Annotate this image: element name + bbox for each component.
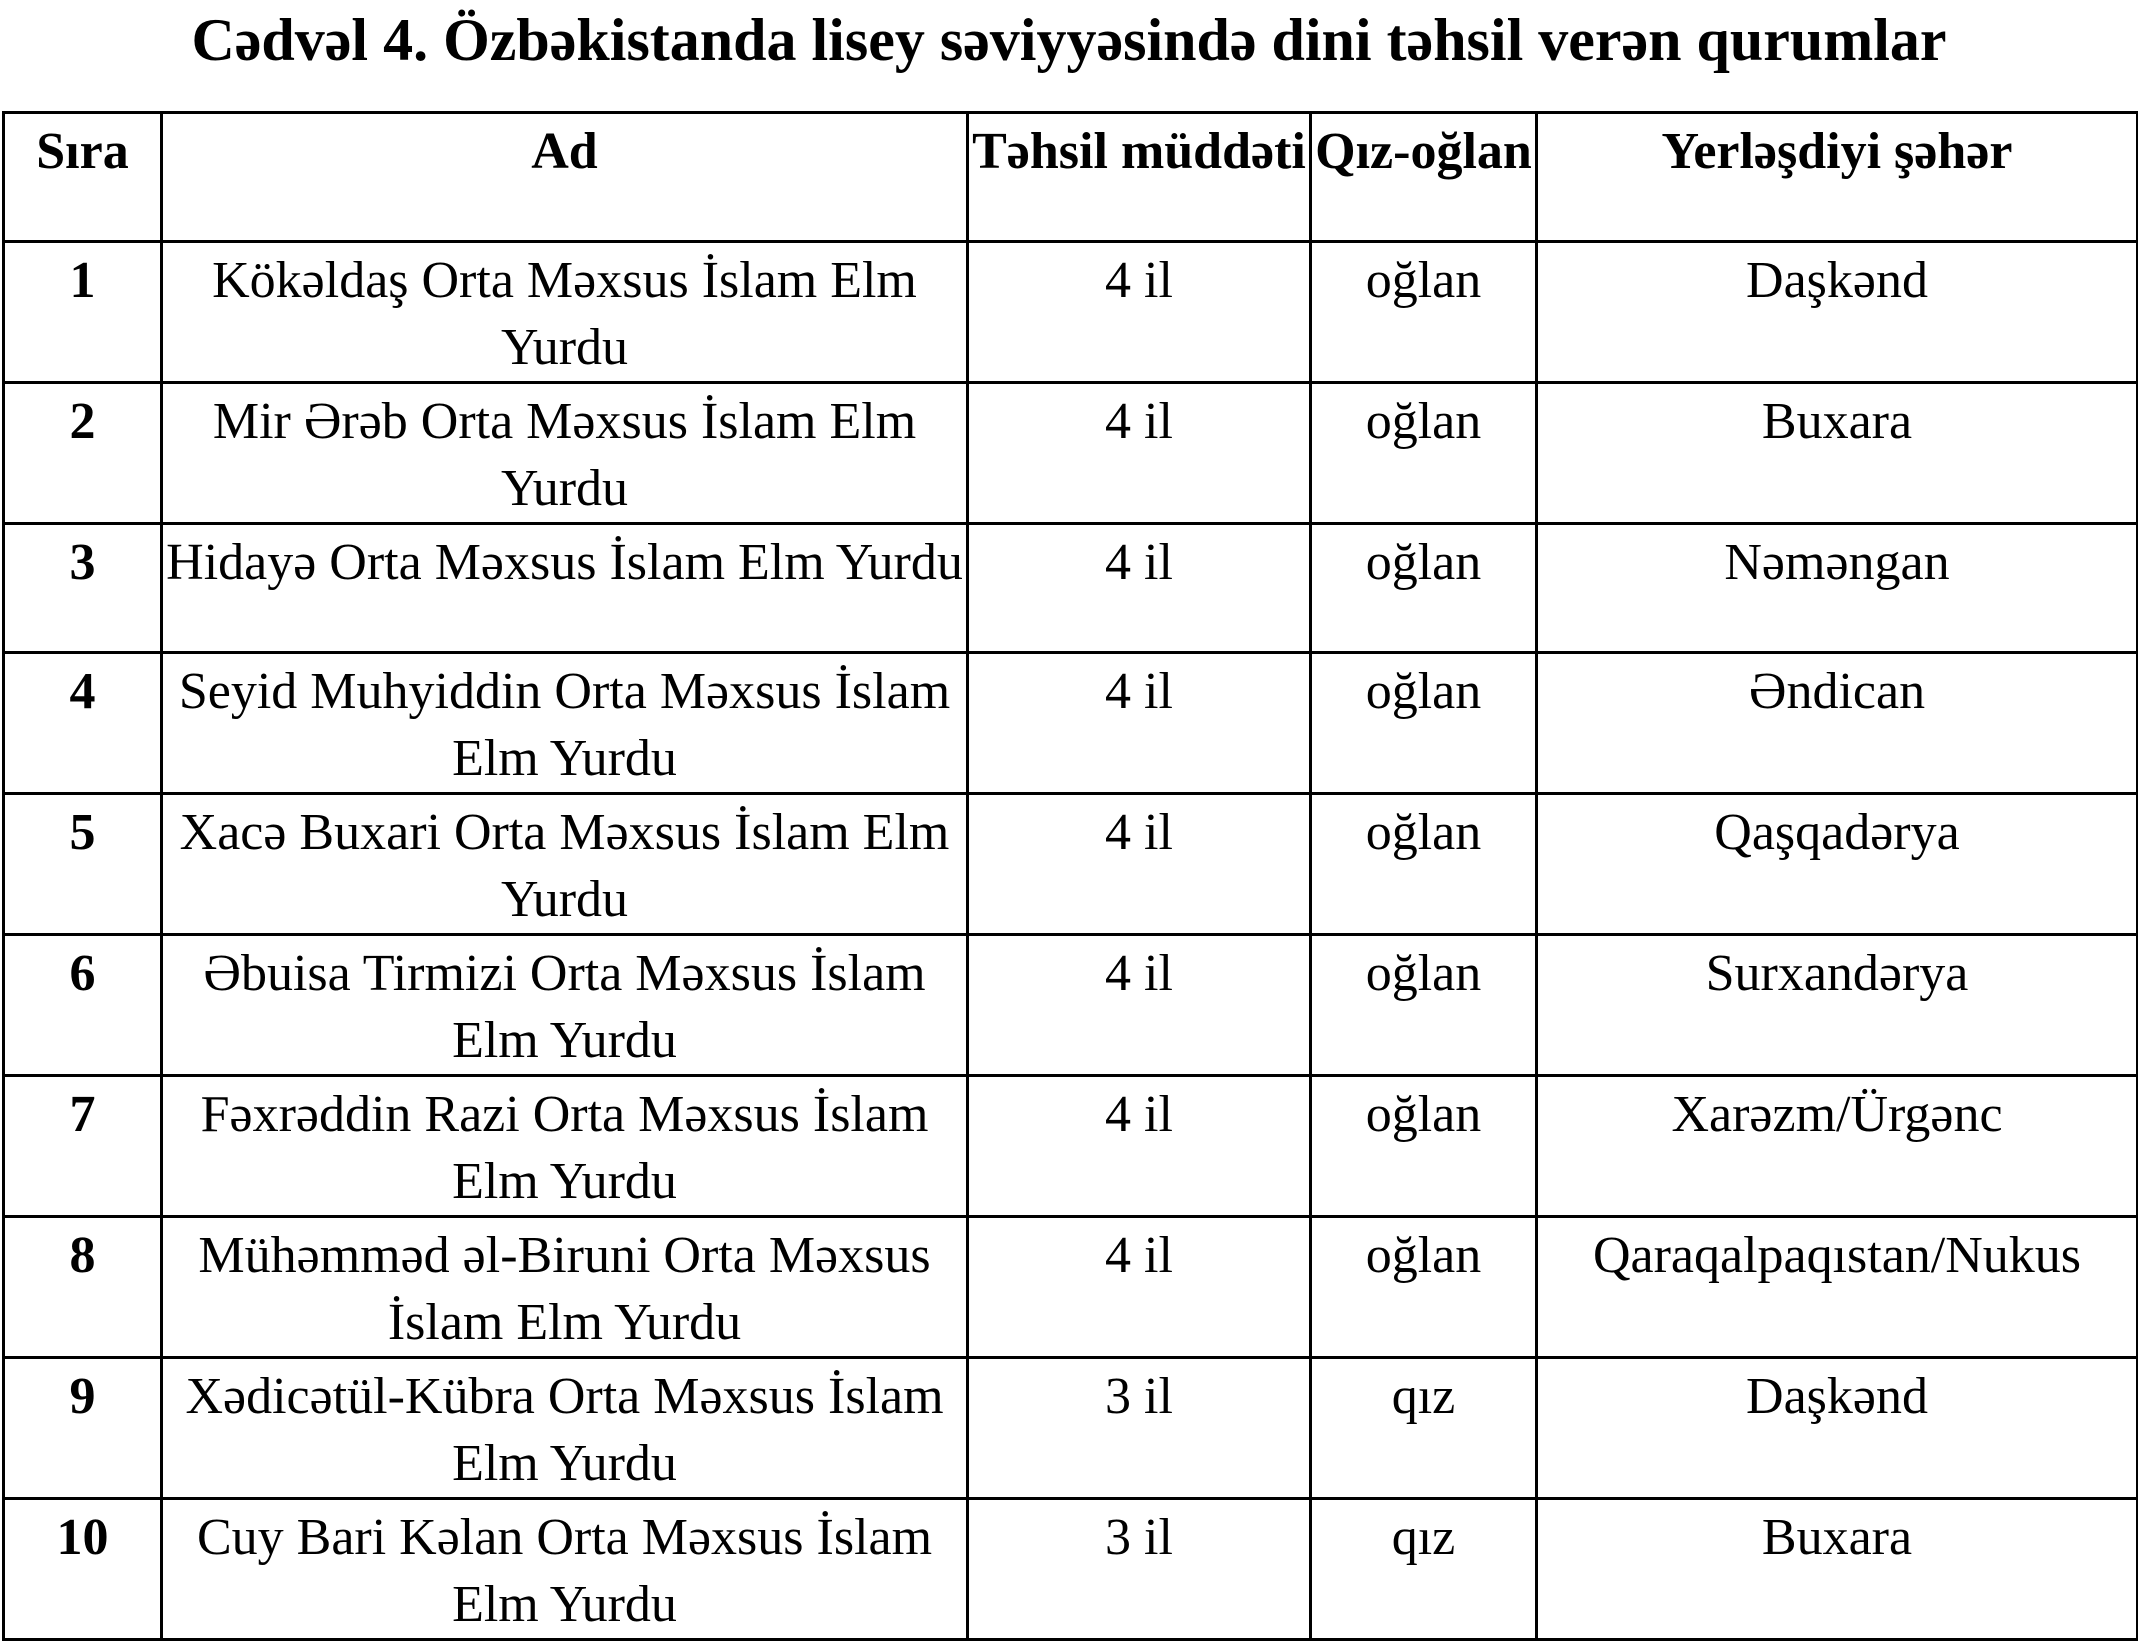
table-row: [4, 242, 2138, 383]
header-duration: Təhsil müddəti: [968, 113, 1311, 242]
table-row: [4, 524, 2138, 653]
cell-gender: oğlan: [1311, 935, 1537, 1076]
cell-name: Hidayə Orta Məxsus İslam Elm Yurdu: [162, 524, 968, 653]
cell-gender: qız: [1311, 1358, 1537, 1499]
cell-gender: oğlan: [1311, 242, 1537, 383]
cell-duration: 4 il: [968, 653, 1311, 794]
cell-duration: 4 il: [968, 242, 1311, 383]
cell-duration: 3 il: [968, 1358, 1311, 1499]
header-order: Sıra: [4, 113, 162, 242]
cell-duration: 4 il: [968, 935, 1311, 1076]
cell-name: Mühəmməd əl-Biruni Orta Məxsus İslam Elm Yurdu: [162, 1217, 968, 1358]
header-city: Yerləşdiyi şəhər: [1537, 113, 2138, 242]
table-row: [4, 935, 2138, 1076]
cell-city: Nəməngan: [1537, 524, 2138, 653]
table-row: [4, 1499, 2138, 1640]
institutions-table: [2, 111, 2138, 1641]
cell-gender: qız: [1311, 1499, 1537, 1640]
cell-order: 4: [4, 653, 162, 794]
cell-name: Seyid Muhyiddin Orta Məxsus İslam Elm Yurdu: [162, 653, 968, 794]
table-row: [4, 1217, 2138, 1358]
cell-name: Mir Ərəb Orta Məxsus İslam Elm Yurdu: [162, 383, 968, 524]
cell-name: Cuy Bari Kəlan Orta Məxsus İslam Elm Yurdu: [162, 1499, 968, 1640]
table-title: Cədvəl 4. Özbəkistanda lisey səviyyəsində dini təhsil verən qurumlar: [191, 7, 1947, 73]
cell-duration: 4 il: [968, 1217, 1311, 1358]
cell-city: Buxara: [1537, 383, 2138, 524]
cell-name: Xədicətül-Kübra Orta Məxsus İslam Elm Yurdu: [162, 1358, 968, 1499]
table-row: [4, 1358, 2138, 1499]
table-row: [4, 653, 2138, 794]
cell-order: 2: [4, 383, 162, 524]
header-name: Ad: [162, 113, 968, 242]
cell-city: Buxara: [1537, 1499, 2138, 1640]
cell-order: 6: [4, 935, 162, 1076]
cell-order: 9: [4, 1358, 162, 1499]
table-row: [4, 383, 2138, 524]
cell-order: 1: [4, 242, 162, 383]
cell-gender: oğlan: [1311, 653, 1537, 794]
cell-city: Əndican: [1537, 653, 2138, 794]
cell-duration: 4 il: [968, 794, 1311, 935]
cell-duration: 4 il: [968, 524, 1311, 653]
cell-order: 8: [4, 1217, 162, 1358]
cell-city: Qaraqalpaqıstan/Nukus: [1537, 1217, 2138, 1358]
cell-gender: oğlan: [1311, 1217, 1537, 1358]
cell-order: 3: [4, 524, 162, 653]
cell-city: Daşkənd: [1537, 1358, 2138, 1499]
cell-order: 5: [4, 794, 162, 935]
cell-gender: oğlan: [1311, 524, 1537, 653]
cell-duration: 4 il: [968, 1076, 1311, 1217]
cell-order: 10: [4, 1499, 162, 1640]
cell-name: Kökəldaş Orta Məxsus İslam Elm Yurdu: [162, 242, 968, 383]
cell-order: 7: [4, 1076, 162, 1217]
table-row: [4, 1076, 2138, 1217]
cell-city: Daşkənd: [1537, 242, 2138, 383]
table-header-row: [4, 113, 2138, 242]
cell-duration: 3 il: [968, 1499, 1311, 1640]
cell-name: Fəxrəddin Razi Orta Məxsus İslam Elm Yurdu: [162, 1076, 968, 1217]
cell-city: Xarəzm/Ürgənc: [1537, 1076, 2138, 1217]
cell-duration: 4 il: [968, 383, 1311, 524]
cell-gender: oğlan: [1311, 794, 1537, 935]
cell-gender: oğlan: [1311, 383, 1537, 524]
table-row: [4, 794, 2138, 935]
cell-city: Surxandərya: [1537, 935, 2138, 1076]
cell-city: Qaşqadərya: [1537, 794, 2138, 935]
cell-gender: oğlan: [1311, 1076, 1537, 1217]
header-gender: Qız-oğlan: [1311, 113, 1537, 242]
cell-name: Xacə Buxari Orta Məxsus İslam Elm Yurdu: [162, 794, 968, 935]
cell-name: Əbuisa Tirmizi Orta Məxsus İslam Elm Yurdu: [162, 935, 968, 1076]
